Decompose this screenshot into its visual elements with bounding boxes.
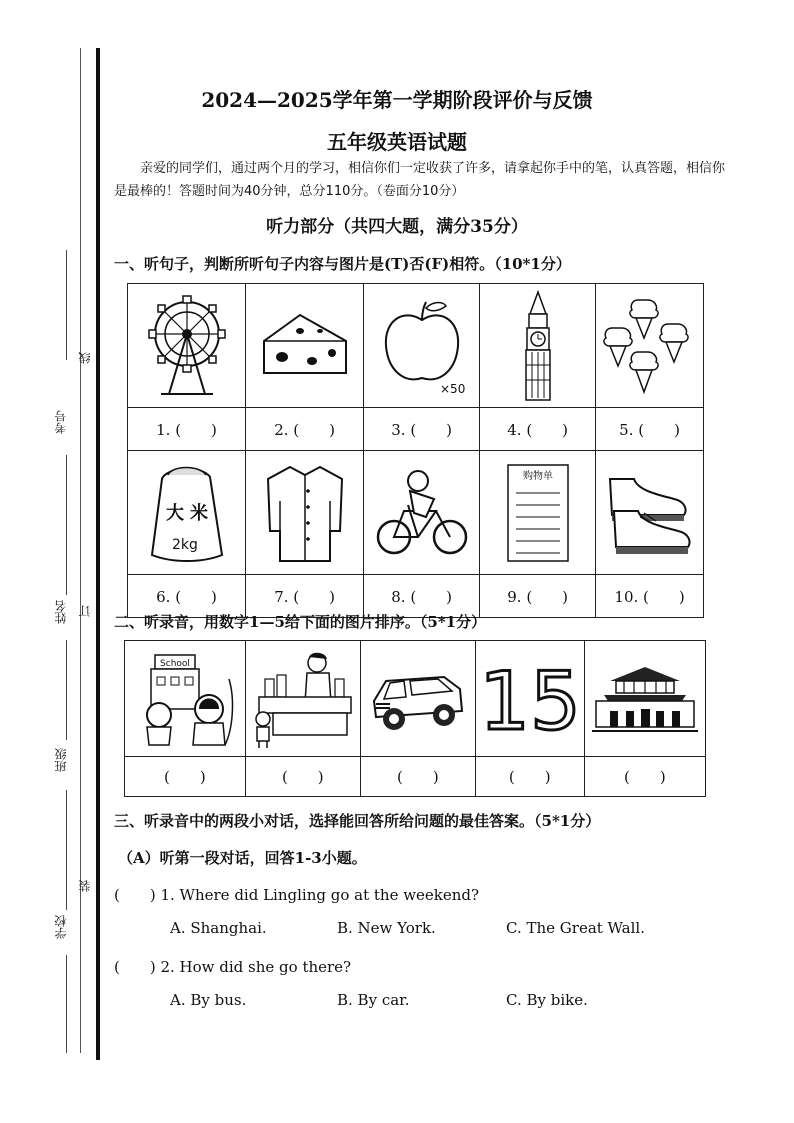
exam-intro: 亲爱的同学们，通过两个月的学习，相信你们一定收获了许多，请拿起你手中的笔，认真答题，相信你是最棒的！答题时间为40分钟，总分110分。（卷面分10分）	[114, 161, 726, 199]
apple-icon	[374, 296, 470, 396]
cyclist-picture	[364, 451, 480, 575]
cheese-picture	[246, 284, 364, 408]
school-kids-picture	[125, 641, 246, 757]
ferris-wheel-icon	[147, 294, 227, 398]
jeep-icon	[368, 663, 468, 735]
apple-count: ×50	[439, 381, 465, 396]
order-cell-1[interactable]: ( )	[125, 757, 246, 797]
xuexiao-blank-2	[66, 955, 67, 1053]
section3-sub-a: （A）听第一段对话，回答1-3小题。	[118, 849, 367, 867]
big-ben-icon	[518, 290, 558, 402]
answer-cell-6[interactable]: 6. ( )	[128, 575, 246, 618]
rice-weight: 2kg	[171, 536, 198, 553]
answer-cell-5[interactable]: 5. ( )	[596, 408, 704, 451]
margin-ding: 订	[78, 605, 92, 617]
ice-cream-icon	[602, 294, 698, 398]
jeep-picture	[360, 641, 475, 757]
rice-label-1: 大	[165, 502, 184, 524]
answer-cell-8[interactable]: 8. ( )	[364, 575, 480, 618]
cyclist-icon	[374, 465, 470, 561]
xuexiao-blank	[66, 790, 67, 910]
number-15-picture	[475, 641, 584, 757]
shoes-picture	[596, 451, 704, 575]
exam-subtitle: 五年级英语试题	[327, 130, 467, 154]
margin-xuexiao: 学校	[54, 915, 68, 939]
shirt-picture	[246, 451, 364, 575]
ferris-wheel-picture	[128, 284, 246, 408]
margin-xingming: 姓名	[54, 600, 68, 624]
cheese-icon	[260, 311, 350, 381]
number-15-text: 15	[478, 654, 581, 748]
question-1-prompt: ( ) 1. Where did Lingling go at the weekend?	[114, 886, 480, 904]
question-2-option-b[interactable]: B. By car.	[337, 991, 410, 1009]
kaohao-blank	[66, 250, 67, 360]
answer-cell-3[interactable]: 3. ( )	[364, 408, 480, 451]
margin-kaohao: 考号	[54, 410, 68, 434]
banji-blank	[66, 640, 67, 740]
big-ben-picture	[480, 284, 596, 408]
rice-bag-icon	[142, 461, 232, 565]
school-sign: School	[159, 658, 190, 669]
part-title: 听力部分（共四大题，满分35分）	[266, 217, 528, 237]
school-kids-icon	[133, 649, 237, 749]
tiananmen-picture	[584, 641, 705, 757]
order-cell-2[interactable]: ( )	[245, 757, 360, 797]
order-cell-4[interactable]: ( )	[475, 757, 584, 797]
section1-heading: 一、听句子，判断所听句子内容与图片是(T)否(F)相符。（10*1分）	[114, 255, 571, 273]
order-cell-3[interactable]: ( )	[360, 757, 475, 797]
margin-banji: 班级	[54, 748, 68, 772]
question-1-option-a[interactable]: A. Shanghai.	[170, 919, 267, 937]
question-1-option-b[interactable]: B. New York.	[337, 919, 436, 937]
answer-cell-2[interactable]: 2. ( )	[246, 408, 364, 451]
question-2-prompt: ( ) 2. How did she go there?	[114, 958, 352, 976]
tiananmen-icon	[590, 659, 700, 739]
section2-heading: 二、听录音，用数字1—5给下面的图片排序。（5*1分）	[114, 613, 487, 631]
answer-cell-10[interactable]: 10. ( )	[596, 575, 704, 618]
answer-cell-4[interactable]: 4. ( )	[480, 408, 596, 451]
question-2-option-c[interactable]: C. By bike.	[506, 991, 588, 1009]
question-2-option-a[interactable]: A. By bus.	[170, 991, 247, 1009]
apple-picture	[364, 284, 480, 408]
margin-zhuang: 装	[78, 880, 92, 892]
ice-creams-picture	[596, 284, 704, 408]
binding-line-thin	[80, 48, 81, 1053]
xingming-blank	[66, 455, 67, 595]
exam-title: 2024—2025学年第一学期阶段评价与反馈	[201, 88, 593, 112]
question-1-option-c[interactable]: C. The Great Wall.	[506, 919, 645, 937]
margin-xian: 线	[78, 352, 92, 364]
section1-table	[127, 283, 704, 618]
binding-line-thick	[96, 48, 100, 1060]
shopping-list-picture	[480, 451, 596, 575]
order-cell-5[interactable]: ( )	[584, 757, 705, 797]
shopping-list-title: 购物单	[522, 470, 553, 482]
number-15-icon	[478, 654, 581, 748]
shoes-icon	[604, 465, 696, 561]
rice-bag-picture	[128, 451, 246, 575]
answer-cell-9[interactable]: 9. ( )	[480, 575, 596, 618]
rice-label-2: 米	[189, 502, 208, 524]
answer-cell-1[interactable]: 1. ( )	[128, 408, 246, 451]
shopping-list-icon	[506, 463, 570, 563]
section2-table	[124, 640, 706, 797]
shop-counter-icon	[251, 649, 355, 749]
shirt-icon	[260, 461, 350, 565]
section3-heading: 三、听录音中的两段小对话，选择能回答所给问题的最佳答案。（5*1分）	[114, 812, 601, 830]
shop-counter-picture	[245, 641, 360, 757]
answer-cell-7[interactable]: 7. ( )	[246, 575, 364, 618]
